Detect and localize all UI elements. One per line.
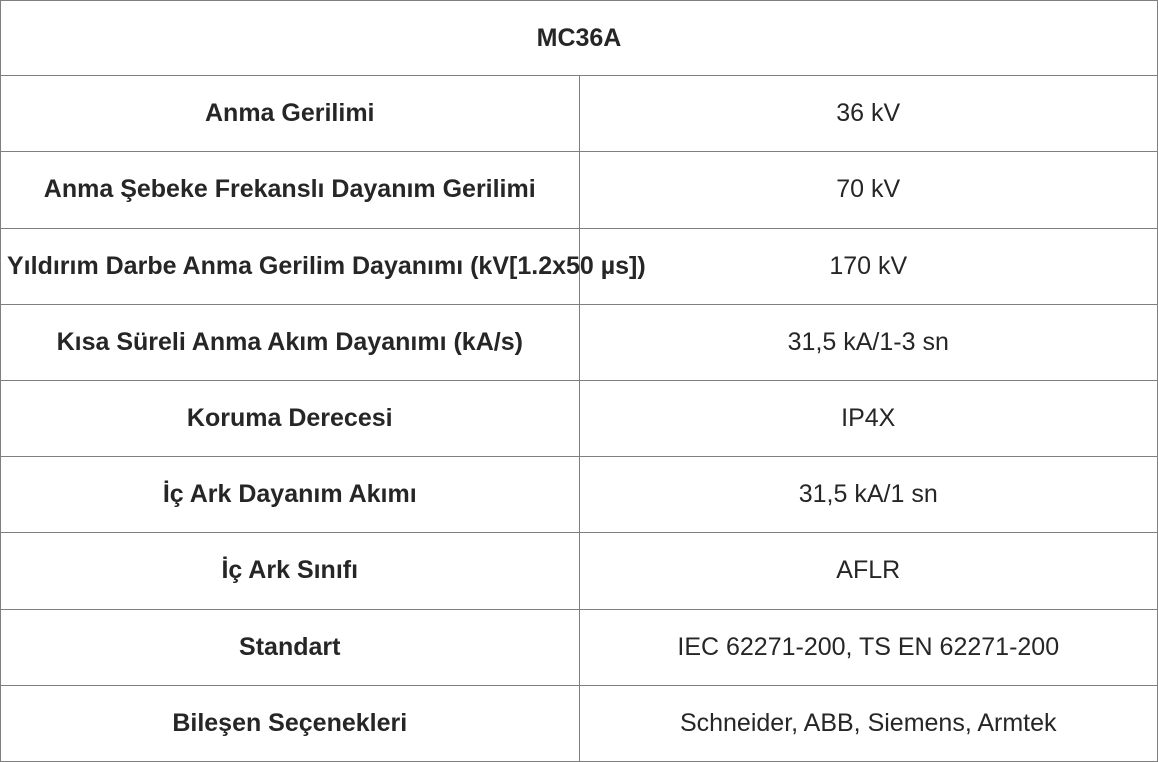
table-row bbox=[1, 304, 1158, 380]
spec-label: Standart bbox=[1, 609, 580, 685]
table-row bbox=[1, 228, 1158, 304]
spec-value: IEC 62271-200, TS EN 62271-200 bbox=[579, 609, 1158, 685]
table-row bbox=[1, 609, 1158, 685]
spec-value: 36 kV bbox=[579, 76, 1158, 152]
table-row bbox=[1, 685, 1158, 761]
table-title: MC36A bbox=[1, 1, 1158, 76]
spec-label: İç Ark Sınıfı bbox=[1, 533, 580, 609]
spec-label: İç Ark Dayanım Akımı bbox=[1, 457, 580, 533]
spec-value: 31,5 kA/1 sn bbox=[579, 457, 1158, 533]
spec-value: Schneider, ABB, Siemens, Armtek bbox=[579, 685, 1158, 761]
spec-value: AFLR bbox=[579, 533, 1158, 609]
spec-value: 31,5 kA/1-3 sn bbox=[579, 304, 1158, 380]
spec-value: 70 kV bbox=[579, 152, 1158, 228]
spec-label: Anma Şebeke Frekanslı Dayanım Gerilimi bbox=[1, 152, 580, 228]
spec-label: Anma Gerilimi bbox=[1, 76, 580, 152]
table-row bbox=[1, 457, 1158, 533]
table-row bbox=[1, 76, 1158, 152]
spec-value: 170 kV bbox=[579, 228, 1158, 304]
spec-label: Yıldırım Darbe Anma Gerilim Dayanımı (kV[1.2x50 µs]) bbox=[1, 228, 580, 304]
spec-label: Kısa Süreli Anma Akım Dayanımı (kA/s) bbox=[1, 304, 580, 380]
table-row bbox=[1, 380, 1158, 456]
spec-value: IP4X bbox=[579, 380, 1158, 456]
spec-label: Bileşen Seçenekleri bbox=[1, 685, 580, 761]
table-row bbox=[1, 533, 1158, 609]
spec-label: Koruma Derecesi bbox=[1, 380, 580, 456]
table-title-row bbox=[1, 1, 1158, 76]
table-row bbox=[1, 152, 1158, 228]
